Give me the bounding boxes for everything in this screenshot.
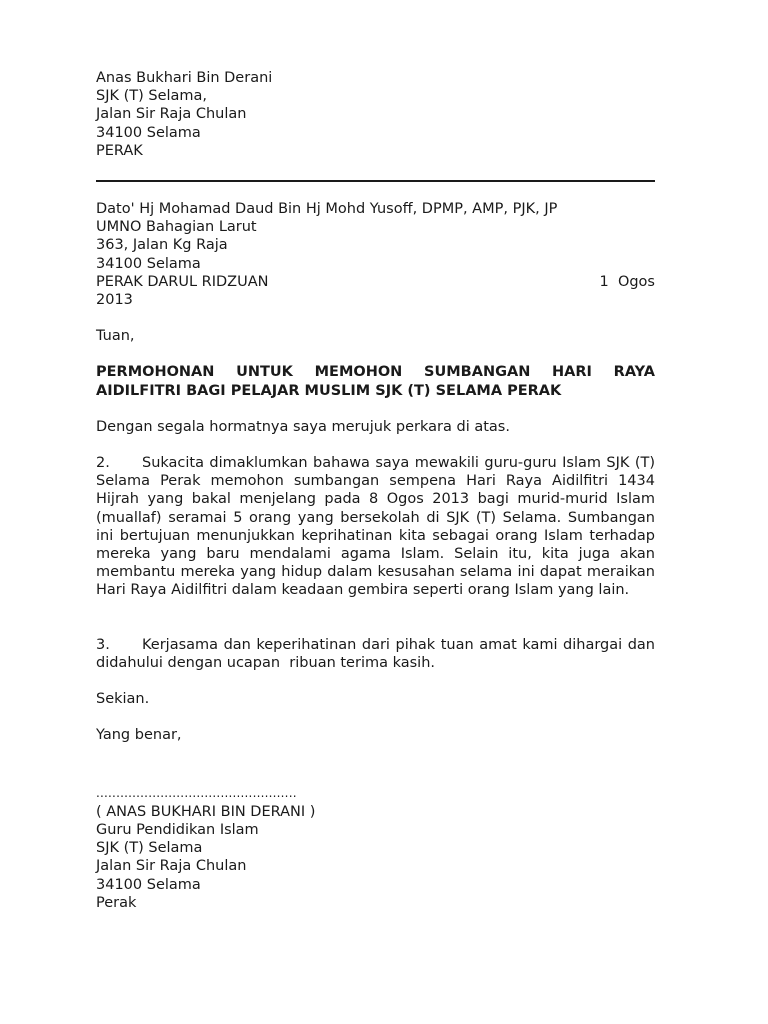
spacer [96,400,655,418]
sender-name: Anas Bukhari Bin Derani [96,70,273,86]
signatory-state: Perak [96,894,137,911]
spacer [96,708,655,726]
recipient-org: UMNO Bahagian Larut [96,219,257,236]
signature-space [96,744,655,784]
signoff: Yang benar, [96,727,182,744]
salutation: Tuan, [96,328,135,345]
paragraph-2-text: Sukacita dimaklumkan bahawa saya mewakili guru-guru Islam SJK (T) Selama Perak memohon sumbangan sempena Hari Raya Aidilfitri 1434 Hijrah yang bakal menjelang pada 8 Ogos 2013 bagi murid-murid Islam (muallaf) seramai 5 orang yang bersekolah di SJK (T) Selama. Sumbangan ini bertujuan menunjukkan keprihatinan kita sebagai orang Islam terhadap mereka yang baru mendalami agama Islam. Selain itu, kita juga akan membantu mereka yang hidup dalam kesusahan selama ini dapat meraikan Hari Raya Aidilfitri dalam keadaan gembira seperti orang Islam yang lain. [96,455,655,599]
recipient-state: PERAK DARUL RIDZUAN [96,273,269,290]
sender-street: Jalan Sir Raja Chulan [96,106,247,123]
spacer [96,309,655,327]
signatory-name: ( ANAS BUKHARI BIN DERANI ) [96,803,316,820]
spacer [96,345,655,363]
paragraph-3 [96,636,660,672]
header-divider [96,180,655,182]
recipient-address [96,200,655,309]
spacer [96,672,655,690]
signature-line: .................................................. [96,786,297,801]
signatory-title: Guru Pendidikan Islam [96,821,259,838]
letter-date-year: 2013 [96,292,133,309]
sender-state: PERAK [96,142,143,159]
subject-heading: PERMOHONAN UNTUK MEMOHON SUMBANGAN HARI RAYA AIDILFITRI BAGI PELAJAR MUSLIM SJK (T) SELAMA PERAK [96,364,655,399]
recipient-name: Dato' Hj Mohamad Daud Bin Hj Mohd Yusoff, DPMP, AMP, PJK, JP [96,201,558,218]
letter-date-day-month: 1 Ogos [599,273,655,290]
signatory-street: Jalan Sir Raja Chulan [96,858,247,875]
signatory-school: SJK (T) Selama [96,840,203,857]
closing: Sekian. [96,691,150,708]
paragraph-2-number: 2. [96,455,110,472]
paragraph-3-text: Kerjasama dan keperihatinan dari pihak tuan amat kami dihargai dan didahului dengan ucapan ribuan terima kasih. [96,636,660,671]
paragraph-2 [96,454,655,600]
spacer [96,600,655,636]
signature-block [96,784,655,911]
sender-postcode-city: 34100 Selama [96,124,201,141]
paragraph-3-number: 3. [96,636,110,653]
opening-paragraph: Dengan segala hormatnya saya merujuk perkara di atas. [96,418,510,435]
spacer [96,436,655,454]
sender-school: SJK (T) Selama, [96,88,208,105]
state-date-row [96,273,655,291]
recipient-street: 363, Jalan Kg Raja [96,237,228,254]
letter-page [96,69,660,912]
recipient-postcode-city: 34100 Selama [96,255,201,272]
sender-address [96,69,655,160]
signatory-postcode-city: 34100 Selama [96,876,201,893]
